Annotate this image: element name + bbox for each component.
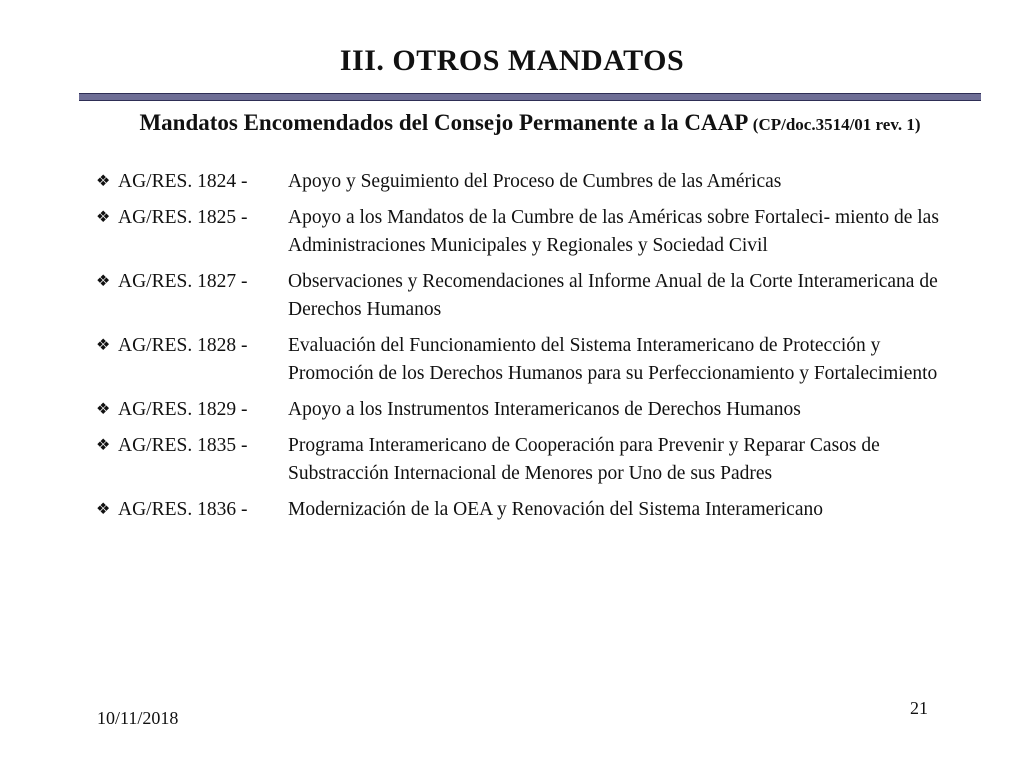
list-item bbox=[96, 432, 976, 488]
resolution-description: Observaciones y Recomendaciones al Informe Anual de la Corte Interamericana de Derechos Humanos bbox=[288, 271, 938, 320]
slide-title: III. OTROS MANDATOS bbox=[339, 44, 685, 77]
slide-subtitle bbox=[0, 110, 1024, 136]
resolution-code: AG/RES. 1827 - bbox=[118, 271, 248, 292]
diamond-bullet-icon: ❖ bbox=[96, 173, 111, 190]
list-item bbox=[96, 332, 976, 388]
subtitle-text: Mandatos Encomendados del Consejo Permanente a la CAAP bbox=[139, 110, 748, 135]
resolution-description: Programa Interamericano de Cooperación para Prevenir y Reparar Casos de Substracción Internacional de Menores por Uno de sus Padres bbox=[288, 435, 880, 484]
diamond-bullet-icon: ❖ bbox=[96, 401, 111, 418]
footer-date: 10/11/2018 bbox=[97, 708, 179, 728]
resolution-description: Modernización de la OEA y Renovación del Sistema Interamericano bbox=[288, 499, 823, 520]
resolution-description: Apoyo a los Mandatos de la Cumbre de las Américas sobre Fortaleci- miento de las Administraciones Municipales y Regionales y Sociedad Civil bbox=[288, 207, 939, 256]
list-item bbox=[96, 168, 976, 196]
list-item bbox=[96, 204, 976, 260]
resolution-code: AG/RES. 1835 - bbox=[118, 435, 248, 456]
diamond-bullet-icon: ❖ bbox=[96, 337, 111, 354]
resolution-code: AG/RES. 1836 - bbox=[118, 499, 248, 520]
list-item bbox=[96, 396, 976, 424]
diamond-bullet-icon: ❖ bbox=[96, 273, 111, 290]
diamond-bullet-icon: ❖ bbox=[96, 437, 111, 454]
resolution-code: AG/RES. 1825 - bbox=[118, 207, 248, 228]
list-item bbox=[96, 268, 976, 324]
diamond-bullet-icon: ❖ bbox=[96, 209, 111, 226]
page-number: 21 bbox=[910, 698, 928, 718]
resolution-description: Apoyo a los Instrumentos Interamericanos de Derechos Humanos bbox=[288, 399, 801, 420]
resolution-description: Evaluación del Funcionamiento del Sistema Interamericano de Protección y Promoción de los Derechos Humanos para su Perfeccionamiento y Fortalecimiento bbox=[288, 335, 938, 384]
mandates-list bbox=[96, 168, 976, 532]
resolution-code: AG/RES. 1829 - bbox=[118, 399, 248, 420]
resolution-code: AG/RES. 1824 - bbox=[118, 171, 248, 192]
resolution-description: Apoyo y Seguimiento del Proceso de Cumbres de las Américas bbox=[288, 171, 782, 192]
title-divider bbox=[79, 93, 981, 101]
diamond-bullet-icon: ❖ bbox=[96, 501, 111, 518]
list-item bbox=[96, 496, 976, 524]
resolution-code: AG/RES. 1828 - bbox=[118, 335, 248, 356]
subtitle-reference: (CP/doc.3514/01 rev. 1) bbox=[752, 115, 921, 134]
